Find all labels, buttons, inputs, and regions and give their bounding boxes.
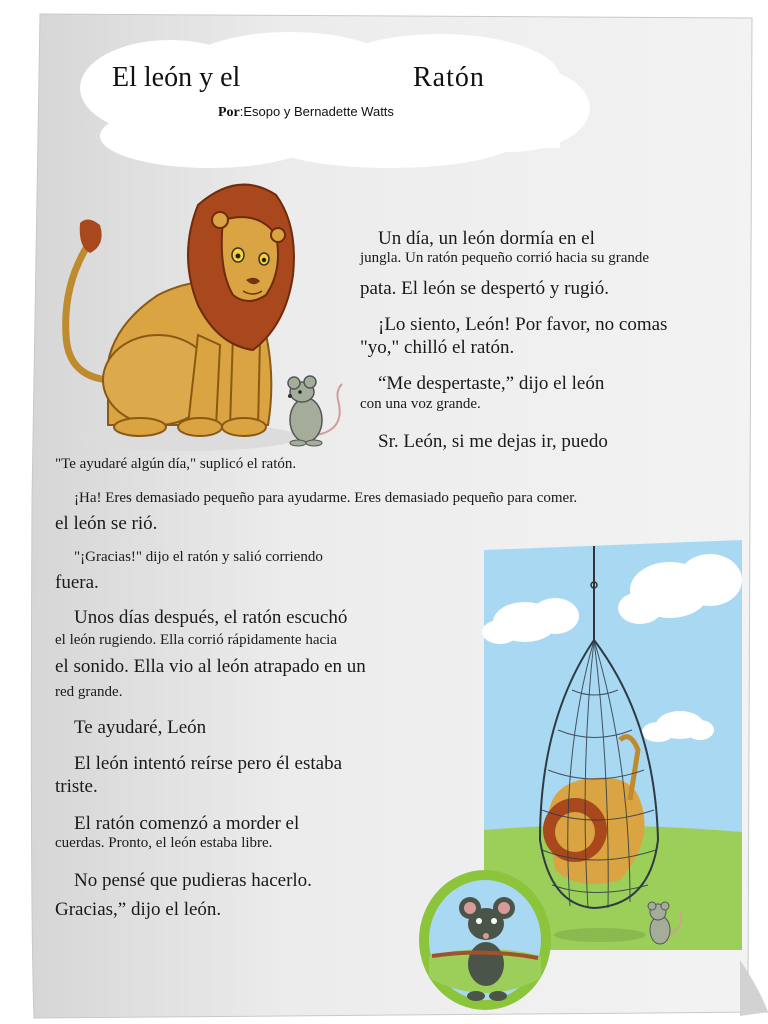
story-line-6: “Me despertaste,” dijo el león: [378, 373, 605, 394]
story-line-21: El ratón comenzó a morder el: [74, 813, 300, 834]
mouse-badge-illustration: [416, 868, 554, 1012]
story-line-14: Unos días después, el ratón escuchó: [74, 607, 348, 628]
story-line-19: El león intentó reírse pero él estaba: [74, 753, 343, 774]
story-line-22: cuerdas. Pronto, el león estaba libre.: [55, 835, 273, 851]
mouse-illustration: [276, 370, 356, 450]
story-line-5: "yo," chilló el ratón.: [360, 337, 515, 358]
story-line-23: No pensé que pudieras hacerlo.: [74, 870, 312, 891]
story-line-8: Sr. León, si me dejas ir, puedo: [378, 431, 608, 452]
byline-label: Por: [218, 105, 240, 120]
story-line-18: Te ayudaré, León: [74, 717, 207, 738]
story-line-7: con una voz grande.: [360, 396, 481, 412]
story-line-15: el león rugiendo. Ella corrió rápidamente hacia: [55, 632, 337, 648]
story-line-12: "¡Gracias!" dijo el ratón y salió corriendo: [74, 549, 323, 565]
title-cloud: [60, 28, 600, 178]
story-line-13: fuera.: [55, 572, 99, 593]
story-line-11: el león se rió.: [55, 513, 158, 534]
byline: [218, 104, 394, 121]
title-left: El león y el: [112, 62, 241, 93]
story-line-24: Gracias,” dijo el león.: [55, 899, 222, 920]
byline-authors: :Esopo y Bernadette Watts: [239, 104, 394, 119]
title-right: Ratón: [413, 62, 485, 93]
story-line-17: red grande.: [55, 684, 123, 700]
story-line-1: Un día, un león dormía en el: [378, 228, 595, 249]
story-line-20: triste.: [55, 776, 98, 797]
story-line-2: jungla. Un ratón pequeño corrió hacia su grande: [360, 250, 650, 266]
story-line-16: el sonido. Ella vio al león atrapado en un: [55, 656, 366, 677]
story-line-9: "Te ayudaré algún día," suplicó el ratón.: [55, 456, 297, 472]
story-line-4: ¡Lo siento, León! Por favor, no comas: [378, 314, 668, 335]
story-line-10: ¡Ha! Eres demasiado pequeño para ayudarme. Eres demasiado pequeño para comer.: [74, 490, 578, 506]
story-line-3: pata. El león se despertó y rugió.: [360, 278, 610, 299]
